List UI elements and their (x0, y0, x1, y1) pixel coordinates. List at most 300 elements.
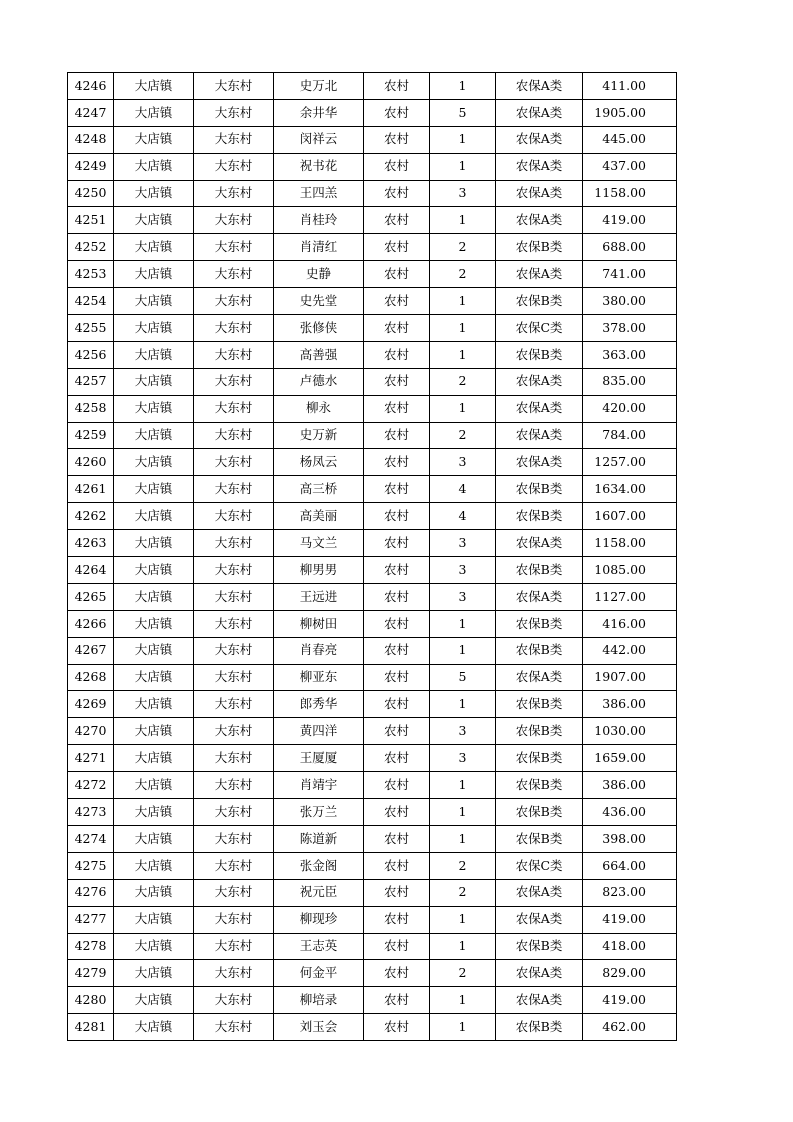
town-cell: 大店镇 (114, 879, 194, 906)
row-number-cell: 4267 (68, 637, 114, 664)
village-cell: 大东村 (194, 99, 274, 126)
household-count-cell: 1 (430, 637, 496, 664)
insurance-category-cell: 农保A类 (496, 422, 583, 449)
household-count-cell: 1 (430, 395, 496, 422)
insurance-category-cell: 农保B类 (496, 234, 583, 261)
household-count-cell: 1 (430, 987, 496, 1014)
row-number-cell: 4274 (68, 825, 114, 852)
area-type-cell: 农村 (364, 906, 430, 933)
amount-cell: 386.00 (583, 691, 677, 718)
town-cell: 大店镇 (114, 1014, 194, 1041)
row-number-cell: 4268 (68, 664, 114, 691)
amount-cell: 445.00 (583, 126, 677, 153)
name-cell: 王志英 (274, 933, 364, 960)
name-cell: 闵祥云 (274, 126, 364, 153)
area-type-cell: 农村 (364, 341, 430, 368)
area-type-cell: 农村 (364, 530, 430, 557)
table-row (68, 879, 677, 906)
name-cell: 柳现珍 (274, 906, 364, 933)
name-cell: 肖清红 (274, 234, 364, 261)
table-body (68, 73, 677, 1041)
village-cell: 大东村 (194, 180, 274, 207)
name-cell: 柳培录 (274, 987, 364, 1014)
amount-cell: 1085.00 (583, 557, 677, 584)
amount-cell: 1158.00 (583, 530, 677, 557)
row-number-cell: 4246 (68, 73, 114, 100)
household-count-cell: 1 (430, 799, 496, 826)
insurance-category-cell: 农保A类 (496, 960, 583, 987)
amount-cell: 442.00 (583, 637, 677, 664)
town-cell: 大店镇 (114, 664, 194, 691)
area-type-cell: 农村 (364, 664, 430, 691)
row-number-cell: 4255 (68, 315, 114, 342)
table-row (68, 180, 677, 207)
area-type-cell: 农村 (364, 315, 430, 342)
name-cell: 史静 (274, 261, 364, 288)
town-cell: 大店镇 (114, 315, 194, 342)
amount-cell: 829.00 (583, 960, 677, 987)
table-row (68, 395, 677, 422)
row-number-cell: 4254 (68, 288, 114, 315)
amount-cell: 1607.00 (583, 503, 677, 530)
household-count-cell: 1 (430, 315, 496, 342)
town-cell: 大店镇 (114, 99, 194, 126)
area-type-cell: 农村 (364, 449, 430, 476)
row-number-cell: 4251 (68, 207, 114, 234)
insurance-category-cell: 农保A类 (496, 261, 583, 288)
area-type-cell: 农村 (364, 557, 430, 584)
insurance-category-cell: 农保A类 (496, 906, 583, 933)
area-type-cell: 农村 (364, 261, 430, 288)
village-cell: 大东村 (194, 987, 274, 1014)
insurance-category-cell: 农保A类 (496, 987, 583, 1014)
town-cell: 大店镇 (114, 610, 194, 637)
amount-cell: 416.00 (583, 610, 677, 637)
household-count-cell: 1 (430, 610, 496, 637)
village-cell: 大东村 (194, 449, 274, 476)
amount-cell: 688.00 (583, 234, 677, 261)
row-number-cell: 4281 (68, 1014, 114, 1041)
household-count-cell: 1 (430, 906, 496, 933)
village-cell: 大东村 (194, 691, 274, 718)
table-row (68, 73, 677, 100)
town-cell: 大店镇 (114, 906, 194, 933)
household-count-cell: 1 (430, 691, 496, 718)
insurance-category-cell: 农保B类 (496, 933, 583, 960)
area-type-cell: 农村 (364, 637, 430, 664)
amount-cell: 420.00 (583, 395, 677, 422)
household-count-cell: 1 (430, 207, 496, 234)
table-row (68, 99, 677, 126)
town-cell: 大店镇 (114, 691, 194, 718)
table-row (68, 906, 677, 933)
town-cell: 大店镇 (114, 261, 194, 288)
row-number-cell: 4263 (68, 530, 114, 557)
amount-cell: 784.00 (583, 422, 677, 449)
name-cell: 肖春亮 (274, 637, 364, 664)
area-type-cell: 农村 (364, 825, 430, 852)
insurance-category-cell: 农保B类 (496, 718, 583, 745)
name-cell: 张万兰 (274, 799, 364, 826)
village-cell: 大东村 (194, 879, 274, 906)
town-cell: 大店镇 (114, 557, 194, 584)
name-cell: 高善强 (274, 341, 364, 368)
village-cell: 大东村 (194, 799, 274, 826)
village-cell: 大东村 (194, 476, 274, 503)
area-type-cell: 农村 (364, 933, 430, 960)
village-cell: 大东村 (194, 610, 274, 637)
village-cell: 大东村 (194, 261, 274, 288)
table-row (68, 583, 677, 610)
village-cell: 大东村 (194, 422, 274, 449)
row-number-cell: 4278 (68, 933, 114, 960)
insurance-category-cell: 农保A类 (496, 449, 583, 476)
row-number-cell: 4250 (68, 180, 114, 207)
village-cell: 大东村 (194, 583, 274, 610)
area-type-cell: 农村 (364, 879, 430, 906)
row-number-cell: 4247 (68, 99, 114, 126)
town-cell: 大店镇 (114, 368, 194, 395)
area-type-cell: 农村 (364, 153, 430, 180)
town-cell: 大店镇 (114, 422, 194, 449)
row-number-cell: 4262 (68, 503, 114, 530)
town-cell: 大店镇 (114, 799, 194, 826)
name-cell: 余井华 (274, 99, 364, 126)
household-count-cell: 3 (430, 557, 496, 584)
row-number-cell: 4261 (68, 476, 114, 503)
insurance-category-cell: 农保B类 (496, 288, 583, 315)
row-number-cell: 4279 (68, 960, 114, 987)
village-cell: 大东村 (194, 395, 274, 422)
town-cell: 大店镇 (114, 288, 194, 315)
area-type-cell: 农村 (364, 422, 430, 449)
town-cell: 大店镇 (114, 180, 194, 207)
insurance-category-cell: 农保B类 (496, 745, 583, 772)
row-number-cell: 4249 (68, 153, 114, 180)
household-count-cell: 2 (430, 368, 496, 395)
amount-cell: 418.00 (583, 933, 677, 960)
table-row (68, 852, 677, 879)
village-cell: 大东村 (194, 73, 274, 100)
row-number-cell: 4271 (68, 745, 114, 772)
household-count-cell: 1 (430, 153, 496, 180)
table-row (68, 664, 677, 691)
name-cell: 柳树田 (274, 610, 364, 637)
area-type-cell: 农村 (364, 960, 430, 987)
row-number-cell: 4248 (68, 126, 114, 153)
village-cell: 大东村 (194, 772, 274, 799)
amount-cell: 419.00 (583, 987, 677, 1014)
household-count-cell: 3 (430, 449, 496, 476)
village-cell: 大东村 (194, 530, 274, 557)
table-row (68, 530, 677, 557)
household-count-cell: 2 (430, 852, 496, 879)
name-cell: 郎秀华 (274, 691, 364, 718)
village-cell: 大东村 (194, 557, 274, 584)
household-count-cell: 4 (430, 503, 496, 530)
town-cell: 大店镇 (114, 234, 194, 261)
village-cell: 大东村 (194, 933, 274, 960)
town-cell: 大店镇 (114, 449, 194, 476)
area-type-cell: 农村 (364, 476, 430, 503)
village-cell: 大东村 (194, 718, 274, 745)
town-cell: 大店镇 (114, 476, 194, 503)
amount-cell: 436.00 (583, 799, 677, 826)
household-count-cell: 5 (430, 664, 496, 691)
insurance-category-cell: 农保A类 (496, 180, 583, 207)
village-cell: 大东村 (194, 960, 274, 987)
village-cell: 大东村 (194, 1014, 274, 1041)
area-type-cell: 农村 (364, 852, 430, 879)
row-number-cell: 4260 (68, 449, 114, 476)
area-type-cell: 农村 (364, 234, 430, 261)
name-cell: 陈道新 (274, 825, 364, 852)
row-number-cell: 4256 (68, 341, 114, 368)
household-count-cell: 2 (430, 960, 496, 987)
table-row (68, 288, 677, 315)
table-row (68, 960, 677, 987)
insurance-category-cell: 农保A类 (496, 99, 583, 126)
insurance-category-cell: 农保B类 (496, 341, 583, 368)
area-type-cell: 农村 (364, 1014, 430, 1041)
insurance-category-cell: 农保A类 (496, 207, 583, 234)
area-type-cell: 农村 (364, 987, 430, 1014)
insurance-category-cell: 农保B类 (496, 637, 583, 664)
row-number-cell: 4259 (68, 422, 114, 449)
row-number-cell: 4269 (68, 691, 114, 718)
area-type-cell: 农村 (364, 180, 430, 207)
household-count-cell: 1 (430, 1014, 496, 1041)
household-count-cell: 1 (430, 126, 496, 153)
town-cell: 大店镇 (114, 987, 194, 1014)
village-cell: 大东村 (194, 745, 274, 772)
amount-cell: 398.00 (583, 825, 677, 852)
name-cell: 王厦厦 (274, 745, 364, 772)
amount-cell: 1659.00 (583, 745, 677, 772)
village-cell: 大东村 (194, 852, 274, 879)
name-cell: 黄四洋 (274, 718, 364, 745)
village-cell: 大东村 (194, 368, 274, 395)
name-cell: 杨凤云 (274, 449, 364, 476)
area-type-cell: 农村 (364, 288, 430, 315)
insurance-category-cell: 农保B类 (496, 799, 583, 826)
amount-cell: 664.00 (583, 852, 677, 879)
village-cell: 大东村 (194, 288, 274, 315)
name-cell: 张修侠 (274, 315, 364, 342)
name-cell: 高美丽 (274, 503, 364, 530)
area-type-cell: 农村 (364, 718, 430, 745)
insurance-category-cell: 农保B类 (496, 503, 583, 530)
table-row (68, 153, 677, 180)
household-count-cell: 1 (430, 825, 496, 852)
table-row (68, 503, 677, 530)
amount-cell: 1907.00 (583, 664, 677, 691)
amount-cell: 419.00 (583, 906, 677, 933)
insurance-category-cell: 农保B类 (496, 825, 583, 852)
amount-cell: 378.00 (583, 315, 677, 342)
table-row (68, 1014, 677, 1041)
row-number-cell: 4280 (68, 987, 114, 1014)
town-cell: 大店镇 (114, 153, 194, 180)
town-cell: 大店镇 (114, 933, 194, 960)
table-row (68, 825, 677, 852)
amount-cell: 363.00 (583, 341, 677, 368)
area-type-cell: 农村 (364, 691, 430, 718)
household-count-cell: 2 (430, 234, 496, 261)
insurance-category-cell: 农保A类 (496, 530, 583, 557)
table-row (68, 422, 677, 449)
town-cell: 大店镇 (114, 73, 194, 100)
area-type-cell: 农村 (364, 395, 430, 422)
household-count-cell: 2 (430, 422, 496, 449)
insurance-category-cell: 农保A类 (496, 664, 583, 691)
household-count-cell: 1 (430, 772, 496, 799)
amount-cell: 437.00 (583, 153, 677, 180)
village-cell: 大东村 (194, 825, 274, 852)
insurance-category-cell: 农保A类 (496, 879, 583, 906)
amount-cell: 1030.00 (583, 718, 677, 745)
insurance-category-cell: 农保A类 (496, 395, 583, 422)
town-cell: 大店镇 (114, 637, 194, 664)
name-cell: 史先堂 (274, 288, 364, 315)
name-cell: 王四羔 (274, 180, 364, 207)
household-count-cell: 4 (430, 476, 496, 503)
table-row (68, 234, 677, 261)
town-cell: 大店镇 (114, 718, 194, 745)
table-row (68, 476, 677, 503)
town-cell: 大店镇 (114, 852, 194, 879)
amount-cell: 419.00 (583, 207, 677, 234)
insurance-category-cell: 农保B类 (496, 610, 583, 637)
table-row (68, 341, 677, 368)
row-number-cell: 4266 (68, 610, 114, 637)
village-cell: 大东村 (194, 503, 274, 530)
household-count-cell: 1 (430, 288, 496, 315)
name-cell: 祝书花 (274, 153, 364, 180)
name-cell: 柳男男 (274, 557, 364, 584)
data-table (67, 72, 677, 1041)
town-cell: 大店镇 (114, 395, 194, 422)
town-cell: 大店镇 (114, 341, 194, 368)
insurance-category-cell: 农保A类 (496, 368, 583, 395)
name-cell: 何金平 (274, 960, 364, 987)
household-count-cell: 1 (430, 73, 496, 100)
row-number-cell: 4257 (68, 368, 114, 395)
household-count-cell: 3 (430, 745, 496, 772)
household-count-cell: 3 (430, 530, 496, 557)
area-type-cell: 农村 (364, 99, 430, 126)
name-cell: 马文兰 (274, 530, 364, 557)
insurance-category-cell: 农保A类 (496, 583, 583, 610)
amount-cell: 462.00 (583, 1014, 677, 1041)
insurance-category-cell: 农保B类 (496, 476, 583, 503)
area-type-cell: 农村 (364, 503, 430, 530)
name-cell: 刘玉会 (274, 1014, 364, 1041)
village-cell: 大东村 (194, 664, 274, 691)
village-cell: 大东村 (194, 153, 274, 180)
name-cell: 祝元臣 (274, 879, 364, 906)
insurance-category-cell: 农保B类 (496, 772, 583, 799)
row-number-cell: 4258 (68, 395, 114, 422)
row-number-cell: 4276 (68, 879, 114, 906)
town-cell: 大店镇 (114, 530, 194, 557)
amount-cell: 386.00 (583, 772, 677, 799)
household-count-cell: 3 (430, 180, 496, 207)
area-type-cell: 农村 (364, 126, 430, 153)
row-number-cell: 4252 (68, 234, 114, 261)
row-number-cell: 4275 (68, 852, 114, 879)
household-count-cell: 3 (430, 718, 496, 745)
table-row (68, 772, 677, 799)
name-cell: 肖靖宇 (274, 772, 364, 799)
row-number-cell: 4264 (68, 557, 114, 584)
table-row (68, 637, 677, 664)
village-cell: 大东村 (194, 207, 274, 234)
row-number-cell: 4273 (68, 799, 114, 826)
household-count-cell: 1 (430, 341, 496, 368)
amount-cell: 380.00 (583, 288, 677, 315)
row-number-cell: 4265 (68, 583, 114, 610)
row-number-cell: 4253 (68, 261, 114, 288)
town-cell: 大店镇 (114, 503, 194, 530)
village-cell: 大东村 (194, 234, 274, 261)
household-count-cell: 5 (430, 99, 496, 126)
town-cell: 大店镇 (114, 825, 194, 852)
name-cell: 柳亚东 (274, 664, 364, 691)
insurance-category-cell: 农保A类 (496, 73, 583, 100)
town-cell: 大店镇 (114, 207, 194, 234)
insurance-category-cell: 农保B类 (496, 691, 583, 718)
town-cell: 大店镇 (114, 745, 194, 772)
table-row (68, 207, 677, 234)
amount-cell: 1127.00 (583, 583, 677, 610)
household-count-cell: 2 (430, 261, 496, 288)
town-cell: 大店镇 (114, 583, 194, 610)
village-cell: 大东村 (194, 906, 274, 933)
village-cell: 大东村 (194, 637, 274, 664)
area-type-cell: 农村 (364, 610, 430, 637)
row-number-cell: 4277 (68, 906, 114, 933)
amount-cell: 411.00 (583, 73, 677, 100)
insurance-category-cell: 农保B类 (496, 1014, 583, 1041)
household-count-cell: 2 (430, 879, 496, 906)
table-row (68, 557, 677, 584)
table-row (68, 745, 677, 772)
name-cell: 史万北 (274, 73, 364, 100)
insurance-category-cell: 农保A类 (496, 126, 583, 153)
insurance-category-cell: 农保C类 (496, 852, 583, 879)
village-cell: 大东村 (194, 341, 274, 368)
village-cell: 大东村 (194, 315, 274, 342)
row-number-cell: 4272 (68, 772, 114, 799)
village-cell: 大东村 (194, 126, 274, 153)
insurance-category-cell: 农保B类 (496, 557, 583, 584)
area-type-cell: 农村 (364, 772, 430, 799)
table-row (68, 126, 677, 153)
table-row (68, 799, 677, 826)
insurance-category-cell: 农保C类 (496, 315, 583, 342)
name-cell: 王远进 (274, 583, 364, 610)
table-row (68, 610, 677, 637)
area-type-cell: 农村 (364, 207, 430, 234)
household-count-cell: 1 (430, 933, 496, 960)
town-cell: 大店镇 (114, 772, 194, 799)
household-count-cell: 3 (430, 583, 496, 610)
insurance-category-cell: 农保A类 (496, 153, 583, 180)
table-row (68, 261, 677, 288)
amount-cell: 741.00 (583, 261, 677, 288)
table-row (68, 718, 677, 745)
